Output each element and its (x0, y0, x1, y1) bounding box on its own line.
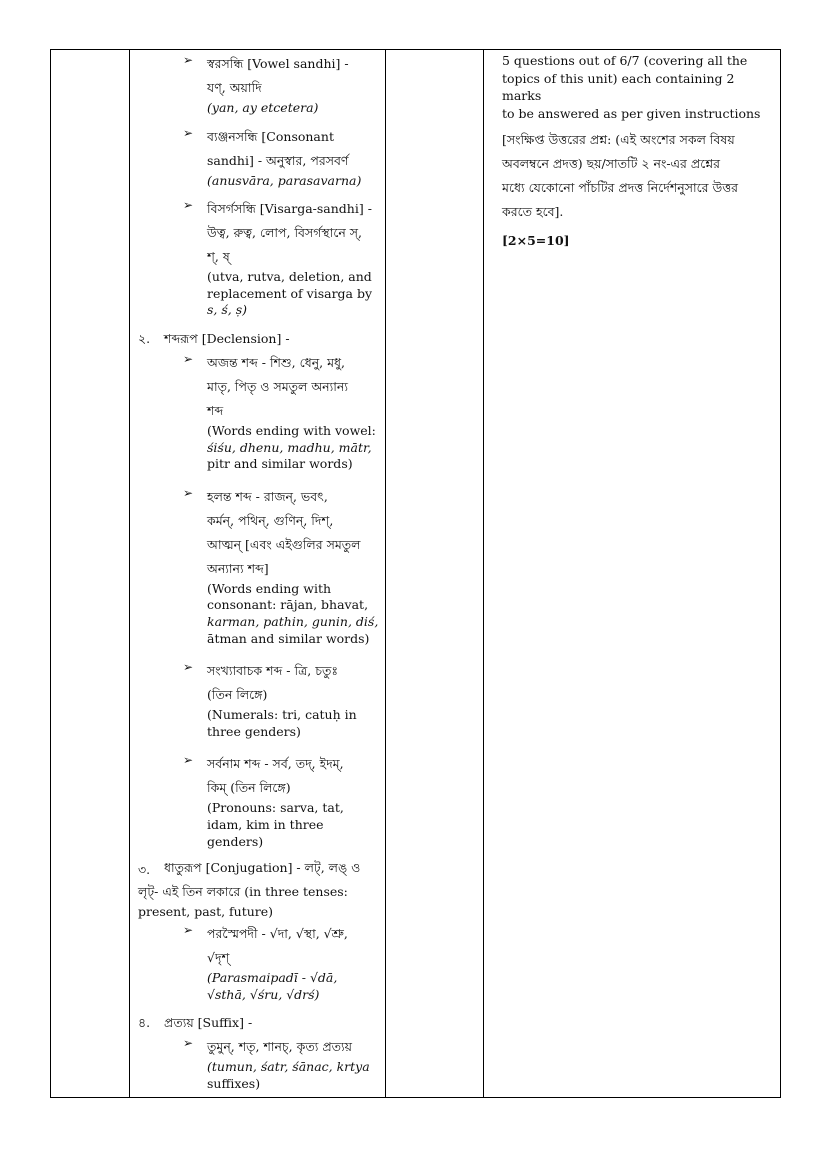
syllabus-table (50, 49, 781, 1098)
assessment-english: 5 questions out of 6/7 (covering all the topics of this unit) each containing 2 marks to be answered as per given instructions (502, 53, 761, 121)
vowel-ending-translation: (Words ending with vowel: (207, 422, 376, 438)
marks-allocation: [2×5=10] (502, 233, 570, 248)
consonant-ending-translation: ātman and similar words) (207, 630, 370, 646)
parasmaipadi-roots: √দৃশ্ (207, 950, 230, 966)
vowel-ending-words: মাতৃ, পিতৃ ও সমতুল অন্যান্য (207, 378, 348, 394)
visarga-sandhi-heading: বিসর্গসন্ধি [Visarga-sandhi] - (207, 201, 372, 217)
suffix-section (138, 1011, 381, 1035)
list-item (183, 659, 381, 740)
pronoun-translation: idam, kim in three genders) (207, 816, 324, 849)
consonant-ending-words: অন্যান্য শব্দ] (207, 560, 269, 576)
vowel-ending-translation: pitr and similar words) (207, 456, 353, 472)
arrowhead-bullet-icon: ➢ (183, 351, 194, 366)
numeral-words: (তিন লিঙ্গে) (207, 687, 268, 703)
visarga-sandhi-transliteration: s, ś, ṣ) (207, 302, 248, 318)
vowel-sandhi-transliteration: (yan, ay etcetera) (207, 100, 319, 115)
arrowhead-bullet-icon: ➢ (183, 923, 194, 938)
arrowhead-bullet-icon: ➢ (183, 53, 194, 67)
list-item (183, 922, 381, 1003)
visarga-sandhi-transliteration: (utva, rutva, deletion, and (207, 269, 372, 285)
pronoun-words: কিম্ (তিন লিঙ্গে) (207, 780, 291, 796)
consonant-ending-translation: karman, pathin, gunin, diś, (207, 613, 379, 629)
list-item (183, 197, 381, 319)
consonant-sandhi-heading: ব্যঞ্জনসন্ধি [Consonant (207, 128, 334, 144)
visarga-sandhi-transliteration: replacement of visarga by (207, 285, 373, 301)
declension-section (138, 327, 381, 351)
visarga-sandhi-examples-cont: শ্, ষ্ (207, 249, 230, 265)
consonant-ending-translation: (Words ending with (207, 580, 332, 596)
parasmaipadi-transliteration: √sthā, √śru, √drś) (207, 986, 320, 1002)
conjugation-section (138, 858, 381, 882)
arrowhead-bullet-icon: ➢ (183, 660, 194, 675)
unit-column-cell (51, 50, 130, 1098)
table-row (51, 50, 781, 1098)
vowel-ending-words: অজন্ত শব্দ - শিশু, ধেনু, মধু, (207, 354, 346, 370)
list-item (183, 351, 381, 473)
vowel-ending-words: শব্দ (207, 402, 224, 418)
conjugation-heading-cont: present, past, future) (138, 904, 274, 920)
section-number: ২. (138, 330, 151, 346)
consonant-ending-words: কর্মন্, পথিন্, গুণিন্, দিশ্, (207, 512, 334, 528)
vowel-sandhi-examples: যণ্, অয়াদি (207, 80, 262, 95)
arrowhead-bullet-icon: ➢ (183, 753, 194, 768)
section-number: ৪. (138, 1015, 151, 1031)
parasmaipadi-roots: পরস্মৈপদী - √দা, √স্থা, √শ্রু, (207, 926, 348, 942)
arrowhead-bullet-icon: ➢ (183, 198, 194, 213)
suffix-transliteration: suffixes) (207, 1075, 261, 1091)
consonant-sandhi-transliteration: (anusvāra, parasavarna) (207, 172, 362, 188)
visarga-sandhi-examples: উত্ব, রুত্ব, লোপ, বিসর্গস্থানে স্, (207, 225, 363, 241)
pronoun-words: সর্বনাম শব্দ - সর্ব, তদ্, ইদম্, (207, 756, 344, 772)
parasmaipadi-transliteration: (Parasmaipadī - √dā, (207, 970, 338, 986)
arrowhead-bullet-icon: ➢ (183, 485, 194, 500)
blank-column-cell (386, 50, 484, 1098)
consonant-sandhi-examples: sandhi] - অনুস্বার, পরসবর্ণ (207, 152, 349, 168)
vowel-ending-translation: śiśu, dhenu, madhu, mātr, (207, 439, 372, 455)
numeral-translation: three genders) (207, 723, 301, 739)
arrowhead-bullet-icon: ➢ (183, 125, 194, 140)
consonant-ending-words: হলন্ত শব্দ - রাজন্, ভবৎ, (207, 488, 328, 504)
consonant-ending-translation: consonant: rājan, bhavat, (207, 597, 369, 613)
suffix-list: তুমুন্, শতৃ, শানচ্, কৃত্য প্রত্যয় (207, 1039, 353, 1055)
arrowhead-bullet-icon: ➢ (183, 1036, 194, 1051)
list-item (183, 752, 381, 850)
vowel-sandhi-heading: স্বরসন্ধি [Vowel sandhi] - (207, 56, 349, 71)
list-item (183, 52, 381, 117)
suffix-heading: প্রত্যয় [Suffix] - (164, 1015, 253, 1031)
content-column-cell (130, 50, 386, 1098)
list-item (183, 125, 381, 190)
suffix-transliteration: (tumun, śatr, śānac, krtya (207, 1059, 370, 1075)
list-item (183, 485, 381, 647)
assessment-bengali: [সংক্ষিপ্ত উত্তরের প্রশ্ন: (এই অংশের সকল বিষয় অবলম্বনে প্রদত্ত) ছয়/সাতটি ২ নং-এর প্রশ্নের মধ্যে যেকোনো পাঁচটির প্রদত্ত নির্দেশনুসারে উত্তর করতে হবে]. (502, 132, 739, 219)
conjugation-heading-cont: লৃট্- এই তিন লকারে (in three tenses: (138, 884, 348, 900)
conjugation-heading: ধাতুরূপ [Conjugation] - লট্, লঙ্ ও (164, 860, 361, 876)
numeral-translation: (Numerals: tri, catuḥ in (207, 707, 357, 723)
declension-heading: শব্দরূপ [Declension] - (164, 330, 290, 346)
numeral-words: সংখ্যাবাচক শব্দ - ত্রি, চতুঃ (207, 663, 338, 679)
consonant-ending-words: আত্মন্ [এবং এইগুলির সমতুল (207, 536, 361, 552)
pronoun-translation: (Pronouns: sarva, tat, (207, 800, 344, 816)
list-item (183, 1035, 381, 1092)
section-number: ৩. (138, 862, 151, 878)
assessment-column-cell (484, 50, 781, 1098)
